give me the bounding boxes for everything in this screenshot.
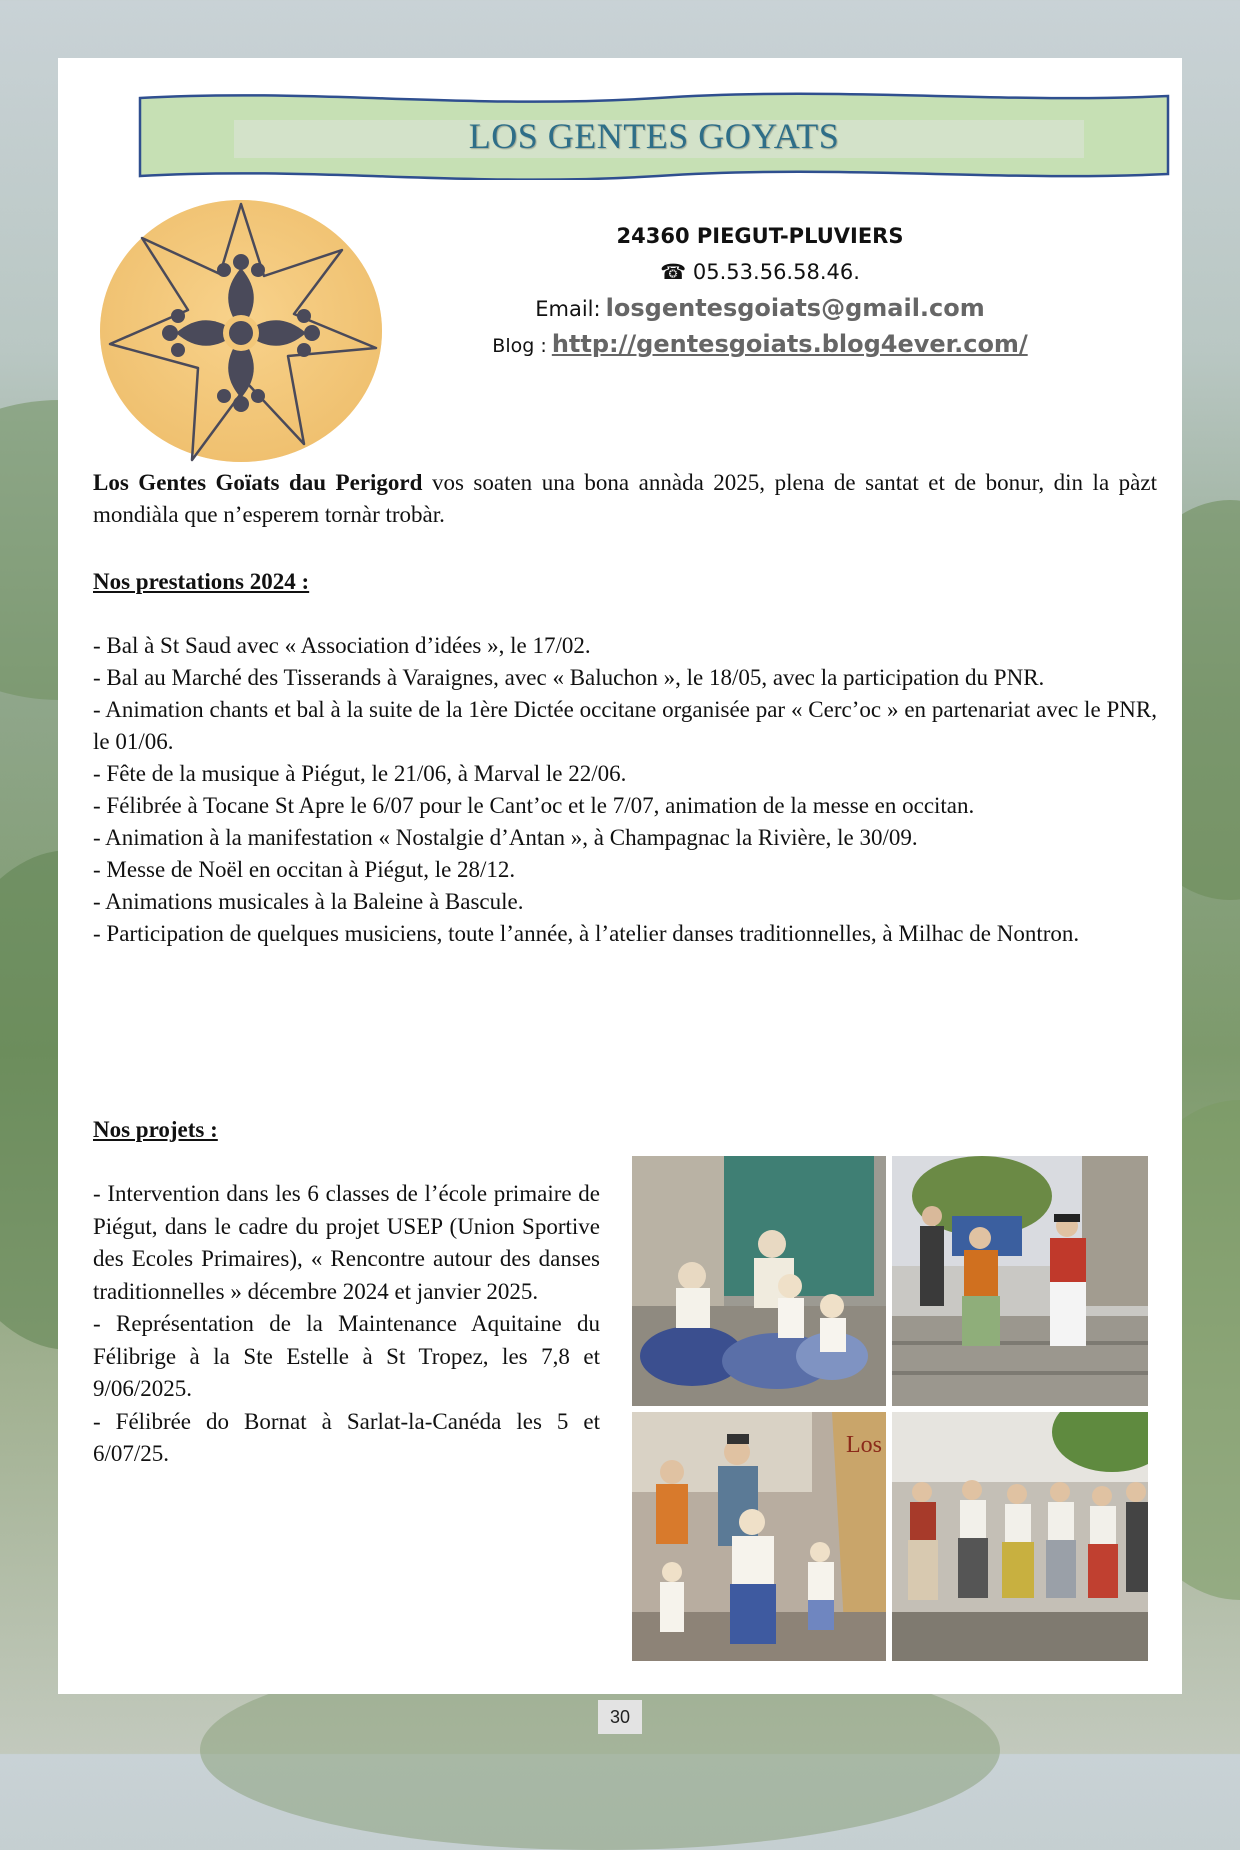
- projets-heading: Nos projets :: [93, 1117, 218, 1142]
- page-number: 30: [598, 1700, 642, 1734]
- photo-musicians: [892, 1156, 1148, 1406]
- projets-list: [93, 1178, 600, 1471]
- list-item: - Messe de Noël en occitan à Piégut, le 28/12.: [93, 857, 516, 882]
- blog-link[interactable]: http://gentesgoiats.blog4ever.com/: [551, 330, 1028, 358]
- list-item: - Animations musicales à la Baleine à Bascule.: [93, 889, 524, 914]
- prestations-heading-wrap: [93, 566, 1157, 598]
- list-item: - Félibrée do Bornat à Sarlat-la-Canéda les 5 et 6/07/25.: [93, 1408, 600, 1466]
- list-item: - Félibrée à Tocane St Apre le 6/07 pour le Cant’oc et le 7/07, animation de la messe en occitan.: [93, 793, 975, 818]
- prestations-heading: Nos prestations 2024 :: [93, 569, 310, 594]
- list-item: - Animation chants et bal à la suite de la 1ère Dictée occitane organisée par « Cerc’oc » en partenariat avec le PNR, le 01/06.: [93, 697, 1157, 754]
- page-title: LOS GENTES GOYATS: [468, 116, 840, 156]
- photo-collage: [632, 1156, 1148, 1661]
- phone-number: ☎ 05.53.56.58.46.: [660, 260, 860, 284]
- photo-family-banner: [632, 1412, 886, 1661]
- intro-paragraph: [93, 467, 1157, 531]
- occitan-cross-logo: [98, 198, 384, 464]
- list-item: - Bal au Marché des Tisserands à Varaignes, avec « Baluchon », le 18/05, avec la participation du PNR.: [93, 665, 1045, 690]
- title-banner: [138, 92, 1170, 180]
- prestations-list: [93, 630, 1157, 950]
- contact-block: [460, 218, 1060, 362]
- email-label: Email:: [535, 297, 601, 321]
- list-item: - Participation de quelques musiciens, toute l’année, à l’atelier danses traditionnelles, à Milhac de Nontron.: [93, 921, 1080, 946]
- photo-seated-group: [632, 1156, 886, 1406]
- list-item: - Fête de la musique à Piégut, le 21/06, à Marval le 22/06.: [93, 761, 627, 786]
- projets-heading-wrap: [93, 1114, 1157, 1146]
- photo-crowd: [892, 1412, 1148, 1661]
- list-item: - Bal à St Saud avec « Association d’idées », le 17/02.: [93, 633, 591, 658]
- blog-label: Blog :: [492, 335, 547, 357]
- intro-bold: Los Gentes Goïats dau Perigord: [93, 470, 423, 495]
- email-link[interactable]: losgentesgoiats@gmail.com: [605, 294, 985, 322]
- list-item: - Animation à la manifestation « Nostalgie d’Antan », à Champagnac la Rivière, le 30/09.: [93, 825, 918, 850]
- list-item: - Intervention dans les 6 classes de l’école primaire de Piégut, dans le cadre du projet USEP (Union Sportive des Ecoles Primaires), « Rencontre autour des danses traditionnelles » décembre 2024 et janvier 2025.: [93, 1181, 600, 1304]
- list-item: - Représentation de la Maintenance Aquitaine du Félibrige à la Ste Estelle à St Tropez, les 7,8 et 9/06/2025.: [93, 1311, 600, 1401]
- intro-text: vos soaten una bona annàda 2025, plena de santat et de bonur, din la pàzt mondiàla que n’esperem tornàr trobàr.: [93, 470, 1157, 527]
- banner-text: Los: [846, 1432, 882, 1458]
- postal-address: 24360 PIEGUT-PLUVIERS: [616, 224, 904, 248]
